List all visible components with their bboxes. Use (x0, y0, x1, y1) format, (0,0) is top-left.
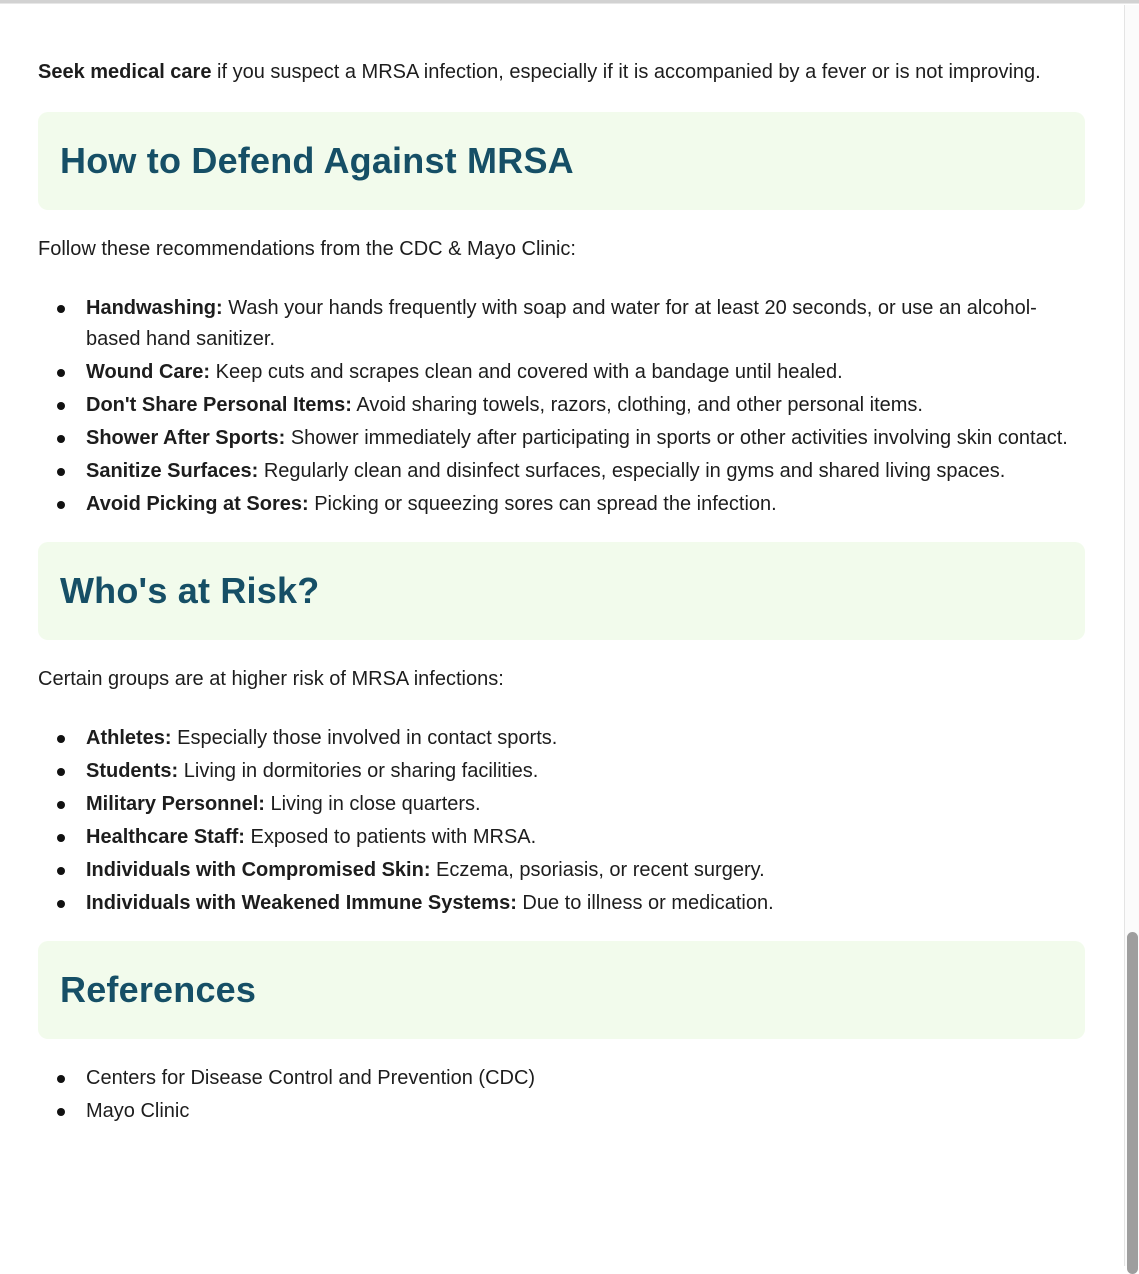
list-item (38, 293, 1085, 355)
item-label: Healthcare Staff: (86, 826, 245, 848)
bullet-icon (57, 305, 65, 313)
section-banner-defend (38, 112, 1085, 210)
list-item (38, 756, 1085, 787)
item-label: Students: (86, 760, 179, 782)
intro-bold-text: Seek medical care (38, 61, 212, 83)
item-text: Avoid sharing towels, razors, clothing, and other personal items. (351, 394, 923, 416)
item-text: Living in dormitories or sharing facilities. (178, 760, 539, 782)
bullet-icon (57, 867, 65, 875)
item-text: Shower immediately after participating in sports or other activities involving skin contact. (285, 427, 1068, 449)
bullet-icon (57, 435, 65, 443)
item-label: Military Personnel: (86, 793, 265, 815)
bullet-icon (57, 501, 65, 509)
bullet-icon (57, 834, 65, 842)
article (38, 57, 1085, 1149)
item-label: Sanitize Surfaces: (86, 460, 259, 482)
item-label: Athletes: (86, 727, 172, 749)
references-list (38, 1063, 1085, 1127)
list-item (38, 888, 1085, 919)
section-heading-references: References (60, 969, 257, 1010)
section-lead-defend: Follow these recommendations from the CDC & Mayo Clinic: (38, 238, 576, 260)
defend-list (38, 293, 1085, 520)
bullet-icon (57, 900, 65, 908)
bullet-icon (57, 402, 65, 410)
bullet-icon (57, 1075, 65, 1083)
list-item (38, 855, 1085, 886)
list-item (38, 489, 1085, 520)
list-item (38, 456, 1085, 487)
window-top-border (0, 0, 1139, 4)
bullet-icon (57, 468, 65, 476)
section-banner-risk (38, 542, 1085, 640)
bullet-icon (57, 369, 65, 377)
item-text: Especially those involved in contact sports. (171, 727, 558, 749)
item-label: Avoid Picking at Sores: (86, 493, 309, 515)
section-heading-risk: Who's at Risk? (60, 570, 320, 611)
item-text: Picking or squeezing sores can spread the infection. (308, 493, 777, 515)
list-item (38, 1096, 1085, 1127)
scrollbar-thumb[interactable] (1127, 932, 1138, 1274)
risk-list (38, 723, 1085, 919)
item-label: Shower After Sports: (86, 427, 286, 449)
list-item (38, 423, 1085, 454)
list-item (38, 723, 1085, 754)
section-heading-defend: How to Defend Against MRSA (60, 140, 574, 181)
item-label: Wound Care: (86, 361, 211, 383)
list-item (38, 822, 1085, 853)
item-text: Living in close quarters. (264, 793, 481, 815)
item-text: Wash your hands frequently with soap and water for at least 20 seconds, or use an alcohol-based hand sanitizer. (86, 297, 1037, 350)
section-lead-risk: Certain groups are at higher risk of MRSA infections: (38, 668, 504, 690)
intro-rest-text: if you suspect a MRSA infection, especially if it is accompanied by a fever or is not improving. (211, 61, 1041, 83)
scrollbar-track[interactable] (1124, 5, 1139, 1266)
item-text: Eczema, psoriasis, or recent surgery. (430, 859, 765, 881)
list-item (38, 1063, 1085, 1094)
item-label: Individuals with Compromised Skin: (86, 859, 431, 881)
item-label: Individuals with Weakened Immune Systems: (86, 892, 517, 914)
item-text: Exposed to patients with MRSA. (244, 826, 537, 848)
bullet-icon (57, 801, 65, 809)
bullet-icon (57, 768, 65, 776)
item-text: Keep cuts and scrapes clean and covered with a bandage until healed. (210, 361, 843, 383)
bullet-icon (57, 735, 65, 743)
item-text: Regularly clean and disinfect surfaces, especially in gyms and shared living spaces. (258, 460, 1006, 482)
list-item (38, 789, 1085, 820)
item-label: Handwashing: (86, 297, 223, 319)
intro-paragraph (38, 57, 1085, 88)
section-banner-references (38, 941, 1085, 1039)
item-text: Due to illness or medication. (516, 892, 774, 914)
list-item (38, 357, 1085, 388)
item-label: Don't Share Personal Items: (86, 394, 352, 416)
item-text: Mayo Clinic (86, 1100, 190, 1122)
bullet-icon (57, 1108, 65, 1116)
item-text: Centers for Disease Control and Prevention (CDC) (86, 1067, 536, 1089)
list-item (38, 390, 1085, 421)
